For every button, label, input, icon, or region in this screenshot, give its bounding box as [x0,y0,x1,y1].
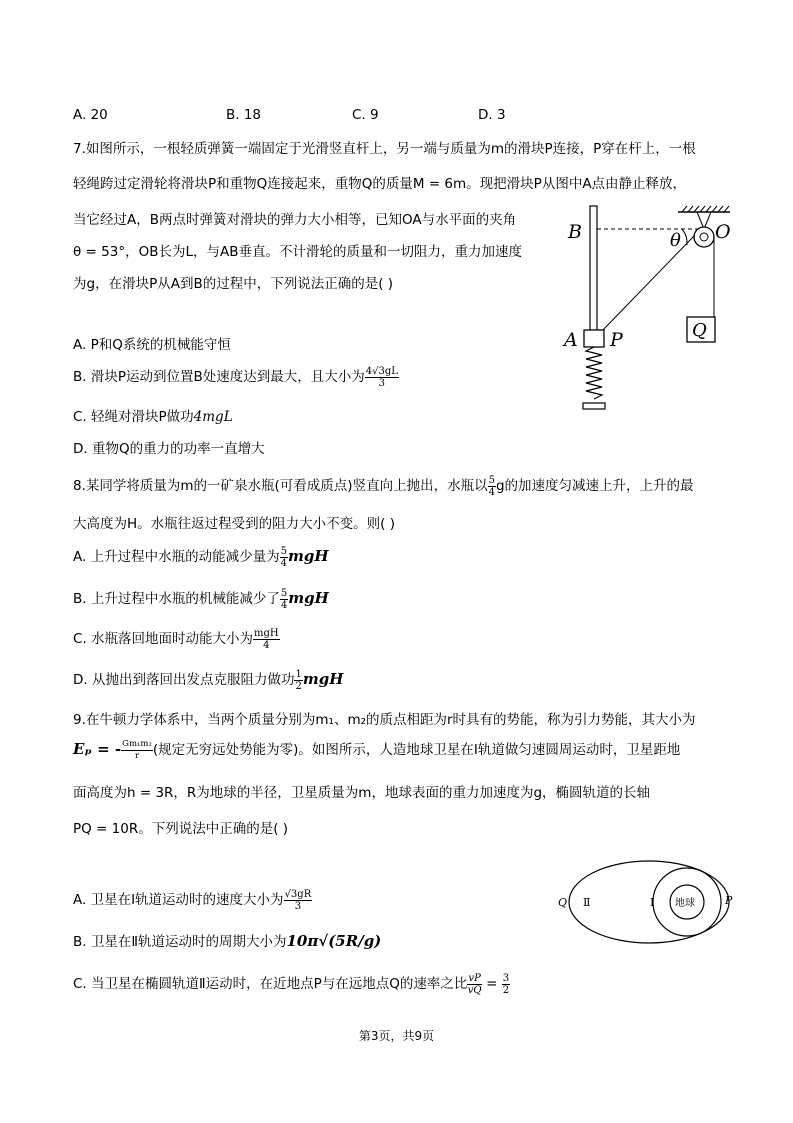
q9-option-c-fraction-v [467,973,481,996]
q9-option-c [73,972,510,996]
q8-option-b-numerator: 5 [280,587,288,599]
q9-option-a-denominator: 3 [294,900,302,912]
q9-option-c-denominator: vQ [467,984,482,996]
q8-option-c [73,627,280,651]
q7-option-b-denominator: 3 [378,377,385,389]
q9-option-c-fraction-ratio [502,973,510,996]
q8-line-1 [73,474,694,498]
q8-option-d-text: D. 从抛出到落回出发点克服阻力做功 [73,672,295,688]
q6-option-d: D. 3 [478,107,506,123]
q8-option-b-math: mgH [288,589,329,607]
q9-option-c-ratio-denominator: 2 [502,984,510,996]
q9-option-b-text: B. 卫星在Ⅱ轨道运动时的周期大小为 [73,934,287,950]
q8-option-d-math: mgH [302,670,344,688]
q8-option-c-fraction [253,628,280,651]
q7-option-b-text: B. 滑块P运动到位置B处速度达到最大，且大小为 [73,369,365,385]
theta-arc [682,229,687,245]
label-orbit-i: Ⅰ [650,896,655,909]
q8-option-c-numerator: mgH [254,627,279,639]
q9-ep-numerator: Gm₁m₂ [122,738,152,749]
q9-option-a [73,888,312,912]
label-orbit-ii: Ⅱ [583,896,591,909]
q7-line-2: 轻绳跨过定滑轮将滑块P和重物Q连接起来，重物Q的质量M = 6m。现把滑块P从图中A点由静止释放， [73,176,687,192]
q8-option-b-text: B. 上升过程中水瓶的机械能减少了 [73,591,280,607]
label-a: A [564,329,578,351]
q8-line-1-post: g的加速度匀减速上升，上升的最 [495,478,694,494]
q8-option-b-fraction [280,588,288,611]
q8-line-1-pre: 8.某同学将质量为m的一矿泉水瓶(可看成质点)竖直向上抛出，水瓶以 [73,478,488,494]
q9-line-1: 9.在牛顿力学体系中，当两个质量分别为m₁、m₂的质点相距为r时具有的势能，称为引力势能，其大小为 [73,712,696,728]
q6-option-c: C. 9 [352,107,379,123]
q7-option-b-numerator: 4√3gL [365,365,398,377]
q7-line-4: θ = 53°，OB长为L，与AB垂直。不计滑轮的质量和一切阻力，重力加速度 [73,244,522,260]
q8-option-b-denominator: 4 [280,599,288,611]
q8-option-d-fraction [294,669,302,692]
q8-option-a-numerator: 5 [280,545,287,557]
q7-option-b [73,365,399,389]
q8-option-a-denominator: 4 [280,557,287,569]
q8-line-1-fraction [488,475,496,498]
q8-line-2: 大高度为H。水瓶往返过程受到的阻力大小不变。则( ) [73,516,395,532]
q9-option-c-equals: = [486,976,498,992]
q7-line-5: 为g，在滑块P从A到B的过程中，下列说法正确的是( ) [73,276,394,292]
q7-figure [560,196,735,418]
q8-option-a [73,545,329,569]
page-footer: 第3页，共9页 [358,1029,435,1043]
q9-option-a-numerator: √3gR [284,888,312,900]
q9-option-a-text: A. 卫星在Ⅰ轨道运动时的速度大小为 [73,892,284,908]
q7-line-3: 当它经过A，B两点时弹簧对滑块的弹力大小相等，已知OA与水平面的夹角 [73,212,517,228]
label-orbit-p: P [725,894,733,907]
label-q: Q [692,320,707,341]
q8-line-1-denominator: 4 [488,486,495,498]
q7-option-c [73,405,233,425]
q8-option-a-text: A. 上升过程中水瓶的动能减少量为 [73,549,280,565]
q9-line-3: 面高度为h = 3R，R为地球的半径，卫星质量为m，地球表面的重力加速度为g，椭圆轨道的长轴 [73,785,651,801]
q8-option-a-fraction [280,546,288,569]
q6-option-b: B. 18 [226,107,262,123]
q8-option-c-text: C. 水瓶落回地面时动能大小为 [73,631,254,647]
q8-option-d-denominator: 2 [295,680,302,692]
q9-option-a-fraction [284,889,313,912]
spring [586,347,602,399]
q8-option-d-numerator: 1 [295,668,302,680]
q9-ep-denominator: r [134,750,140,761]
pulley [694,227,714,247]
q7-option-c-text: C. 轻绳对滑块P做功 [73,409,194,425]
label-b: B [568,221,582,243]
q8-option-c-denominator: 4 [263,639,270,651]
spring-base [583,403,605,409]
q9-ep-symbol: Eₚ = - [73,740,122,758]
q9-option-c-ratio-numerator: 3 [502,972,510,984]
q8-line-1-numerator: 5 [488,474,495,486]
q8-option-a-math: mgH [287,547,329,565]
q7-option-c-math: 4mgL [193,409,233,425]
q9-figure [553,856,738,948]
ceiling-hatch [682,206,729,212]
q7-option-d: D. 重物Q的重力的功率一直增大 [73,441,265,457]
label-o: O [715,221,731,243]
label-earth: 地球 [675,898,695,909]
q7-option-b-fraction [365,366,399,389]
q9-line-4: PQ = 10R。下列说法中正确的是( ) [73,821,289,837]
q7-line-1: 7.如图所示，一根轻质弹簧一端固定于光滑竖直杆上，另一端与质量为m的滑块P连接，P穿在杆上，一根 [73,141,696,157]
q7-option-a: A. P和Q系统的机械能守恒 [73,337,231,353]
q9-option-b-math: 10π√(5R/g) [286,932,382,950]
block-p [584,330,604,347]
q6-option-a: A. 20 [73,107,108,123]
q9-option-c-numerator: vP [468,972,481,984]
vertical-rod [590,206,597,331]
label-theta: θ [670,230,681,251]
q9-option-c-text: C. 当卫星在椭圆轨道Ⅱ运动时，在近地点P与在远地点Q的速率之比 [73,976,468,992]
label-p: P [610,329,623,351]
q8-option-b [73,587,329,611]
q9-line-2-post: (规定无穷远处势能为零)。如图所示，人造地球卫星在Ⅰ轨道做匀速圆周运动时，卫星距地 [152,742,681,758]
label-orbit-q: Q [558,896,568,909]
q9-ep-fraction [121,739,153,762]
q9-option-b [73,930,381,950]
q9-line-2 [73,738,680,762]
q8-option-d [73,668,343,692]
